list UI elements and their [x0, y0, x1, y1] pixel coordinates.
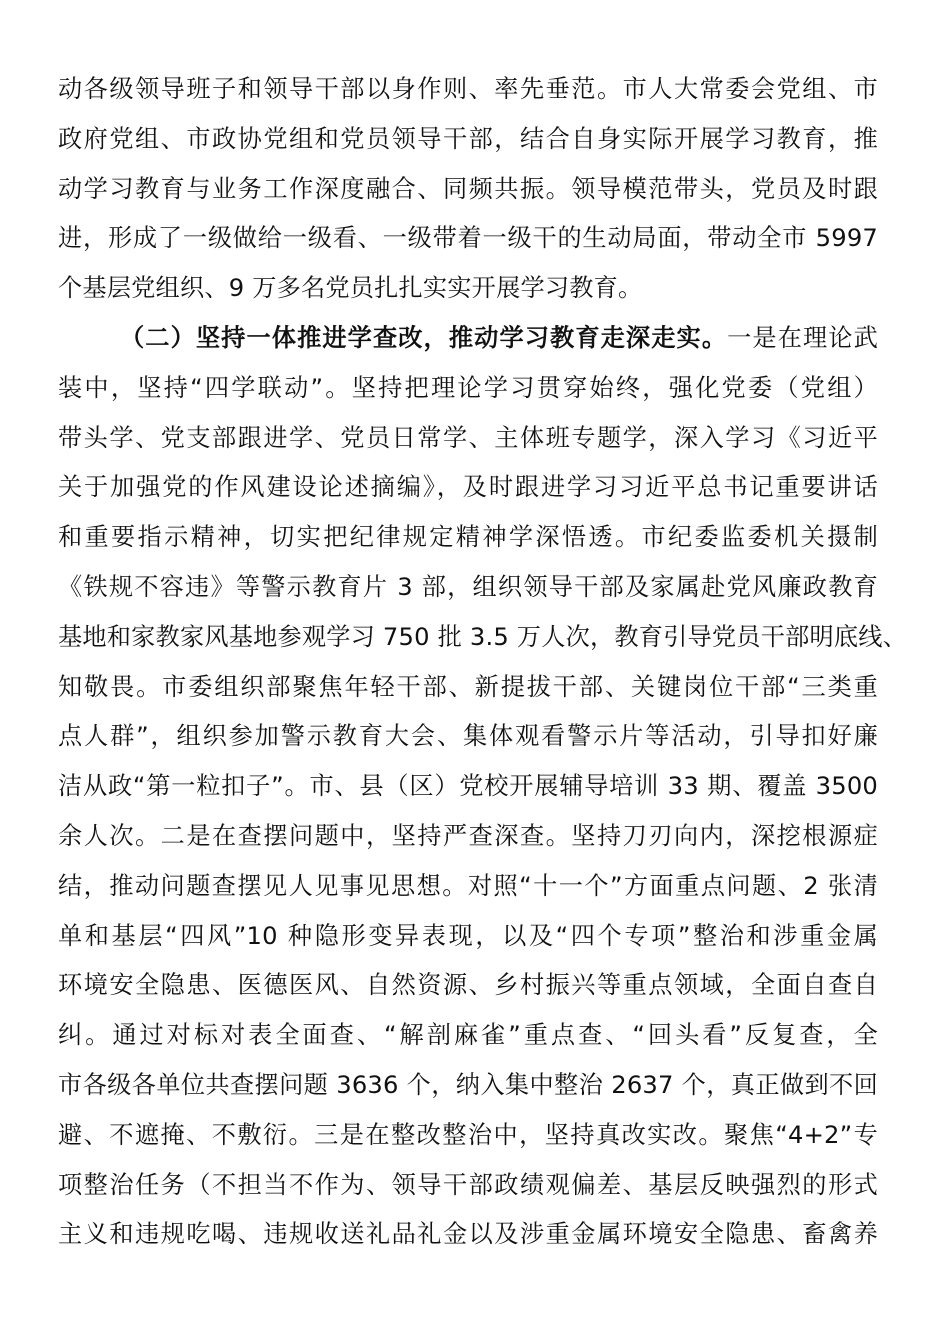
text-line: 进，形成了一级做给一级看、一级带着一级干的生动局面，带动全市 5997 [58, 224, 878, 253]
text-line: 知敬畏。市委组织部聚焦年轻干部、新提拔干部、关键岗位干部“三类重 [58, 672, 878, 701]
text-line: 洁从政“第一粒扣子”。市、县（区）党校开展辅导培训 33 期、覆盖 3500 [58, 772, 878, 801]
text-line: 项整治任务（不担当不作为、领导干部政绩观偏差、基层反映强烈的形式 [58, 1170, 878, 1199]
text-line: 主义和违规吃喝、违规收送礼品礼金以及涉重金属环境安全隐患、畜禽养 [58, 1220, 878, 1249]
text-line: 动各级领导班子和领导干部以身作则、率先垂范。市人大常委会党组、市 [58, 75, 878, 103]
heading-line-text: 一是在理论武 [727, 323, 878, 352]
text-line: 点人群”，组织参加警示教育大会、集体观看警示片等活动，引导扣好廉 [58, 722, 878, 751]
text-line: 环境安全隐患、医德医风、自然资源、乡村振兴等重点领域，全面自查自 [58, 971, 878, 1000]
section-heading: （二）坚持一体推进学查改，推动学习教育走深走实。 [120, 323, 728, 352]
text-line: 《铁规不容违》等警示教育片 3 部，组织领导干部及家属赴党风廉政教育 [58, 572, 878, 601]
text-line: 装中，坚持“四学联动”。坚持把理论学习贯穿始终，强化党委（党组） [58, 373, 878, 402]
text-line: 基地和家教家风基地参观学习 750 批 3.5 万人次，教育引导党员干部明底线、 [58, 622, 908, 651]
text-line: 动学习教育与业务工作深度融合、同频共振。领导模范带头，党员及时跟 [58, 174, 878, 203]
text-line: 纠。通过对标对表全面查、“解剖麻雀”重点查、“回头看”反复查，全 [58, 1021, 878, 1050]
text-line: 个基层党组织、9 万多名党员扎扎实实开展学习教育。 [58, 274, 643, 303]
text-line: 政府党组、市政协党组和党员领导干部，结合自身实际开展学习教育，推 [58, 124, 878, 153]
paragraph-integrated-learning [58, 314, 908, 1260]
text-line: 结，推动问题查摆见人见事见思想。对照“十一个”方面重点问题、2 张清 [58, 871, 878, 900]
text-line: 单和基层“四风”10 种隐形变异表现，以及“四个专项”整治和涉重金属 [58, 921, 878, 950]
paragraph-leadership-example [58, 65, 878, 314]
text-line: 关于加强党的作风建设论述摘编》，及时跟进学习习近平总书记重要讲话 [58, 473, 878, 502]
document-page [58, 65, 908, 1260]
text-line: 避、不遮掩、不敷衍。三是在整改整治中，坚持真改实改。聚焦“4+2”专 [58, 1120, 878, 1149]
section-heading-line [58, 314, 878, 364]
text-line: 市各级各单位共查摆问题 3636 个，纳入集中整治 2637 个，真正做到不回 [58, 1070, 878, 1099]
text-line: 余人次。二是在查摆问题中，坚持严查深查。坚持刀刃向内，深挖根源症 [58, 821, 878, 850]
text-line: 带头学、党支部跟进学、党员日常学、主体班专题学，深入学习《习近平 [58, 423, 878, 452]
text-line: 和重要指示精神，切实把纪律规定精神学深悟透。市纪委监委机关摄制 [58, 523, 878, 552]
